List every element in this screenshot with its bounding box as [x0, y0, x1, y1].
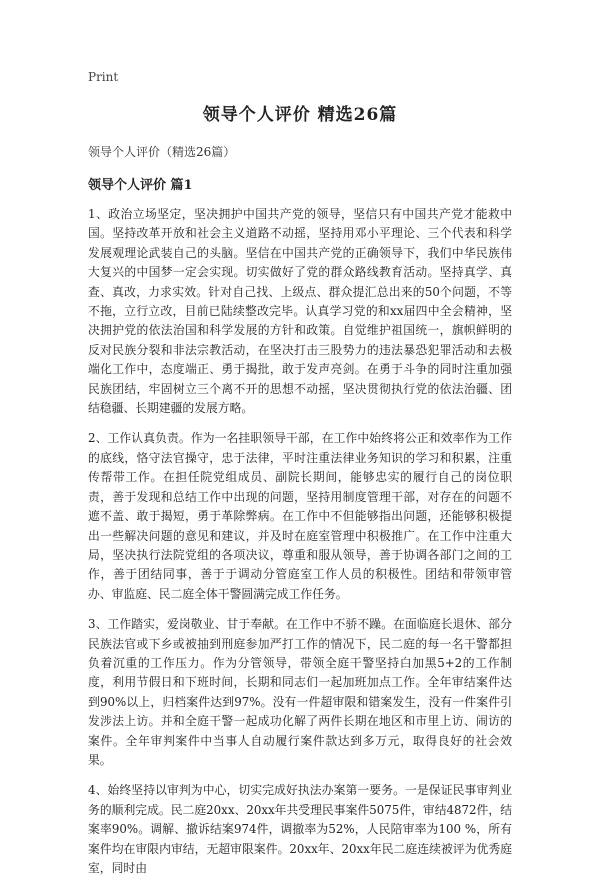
- print-label[interactable]: Print: [88, 70, 119, 84]
- paragraph-3: 3、工作踏实，爱岗敬业、甘于奉献。在工作中不骄不躁。在面临庭长退休、部分民族法官或下乡或被抽到刑庭参加严打工作的情况下，民二庭的每一名干警都担负着沉重的工作压力。作为分管领导，带领全庭干警坚持白加黑5+2的工作制度，利用节假日和下班时间，长期和同志们一起加班加点工作。全年审结案件达到90%以上，归档案件达到97%。没有一件超审限和错案发生，没有一件案件引发涉法上访。并和全庭干警一起成功化解了两件长期在地区和市里上访、闹访的案件。全年审判案件中当事人自动履行案件款达到多万元，取得良好的社会效果。: [88, 617, 512, 767]
- subtitle: 领导个人评价（精选26篇）: [88, 145, 236, 159]
- paragraph-2: 2、工作认真负责。作为一名挂职领导干部，在工作中始终将公正和效率作为工作的底线，恪守法官操守，忠于法律，平时注重法律业务知识的学习和积累，注重传帮带工作。在担任院党组成员、副院长期间，能够忠实的履行自己的岗位职责，善于发现和总结工作中出现的问题，坚持用制度管理干部，对存在的问题不遮不盖、敢于揭短，勇于革除弊病。在工作中不但能够指出问题，还能够积极提出一些解决问题的意见和建议，并及时在庭室管理中积极推广。在工作中注重大局，坚决执行法院党组的各项决议，尊重和服从领导，善于协调各部门之间的工作，善于团结同事，善于于调动分管庭室工作人员的积极性。团结和带领审管办、审监庭、民二庭全体干警圆满完成工作任务。: [88, 431, 512, 601]
- paragraph-1: 1、政治立场坚定，坚决拥护中国共产党的领导，坚信只有中国共产党才能救中国。坚持改革开放和社会主义道路不动摇，坚持用邓小平理论、三个代表和科学发展观理论武装自己的头脑。坚信在中国共产党的正确领导下，我们中华民族伟大复兴的中国梦一定会实现。切实做好了党的群众路线教育活动。坚持真学、真查、真改，力求实效。针对自己找、上级点、群众提汇总出来的50个问题，不等不拖，立行立改，目前已陆续整改完毕。认真学习党的和xx届四中全会精神，坚决拥护党的依法治国和科学发展的方针和政策。自觉维护祖国统一，旗帜鲜明的反对民族分裂和非法宗教活动，在坚决打击三股势力的违法暴恐犯罪活动和去极端化工作中，态度端正、勇于揭批，敢于发声亮剑。在勇于斗争的同时注重加强民族团结，牢固树立三个离不开的思想不动摇，坚决贯彻执行党的依法治疆、团结稳疆、长期建疆的发展方略。: [88, 207, 512, 416]
- paragraph-4: 4、始终坚持以审判为中心，切实完成好执法办案第一要务。一是保证民事审判业务的顺利完成。民二庭20xx、20xx年共受理民事案件5075件，审结4872件，结案率90%。调解、撤诉结案974件，调撤率为52%，人民陪审率为100 %，所有案件均在审限内审结，无超审限案件。20xx年、20xx年民二庭连续被评为优秀庭室，同时由: [88, 783, 512, 875]
- section-heading: 领导个人评价 篇1: [88, 178, 193, 193]
- page-title: 领导个人评价 精选26篇: [202, 105, 398, 125]
